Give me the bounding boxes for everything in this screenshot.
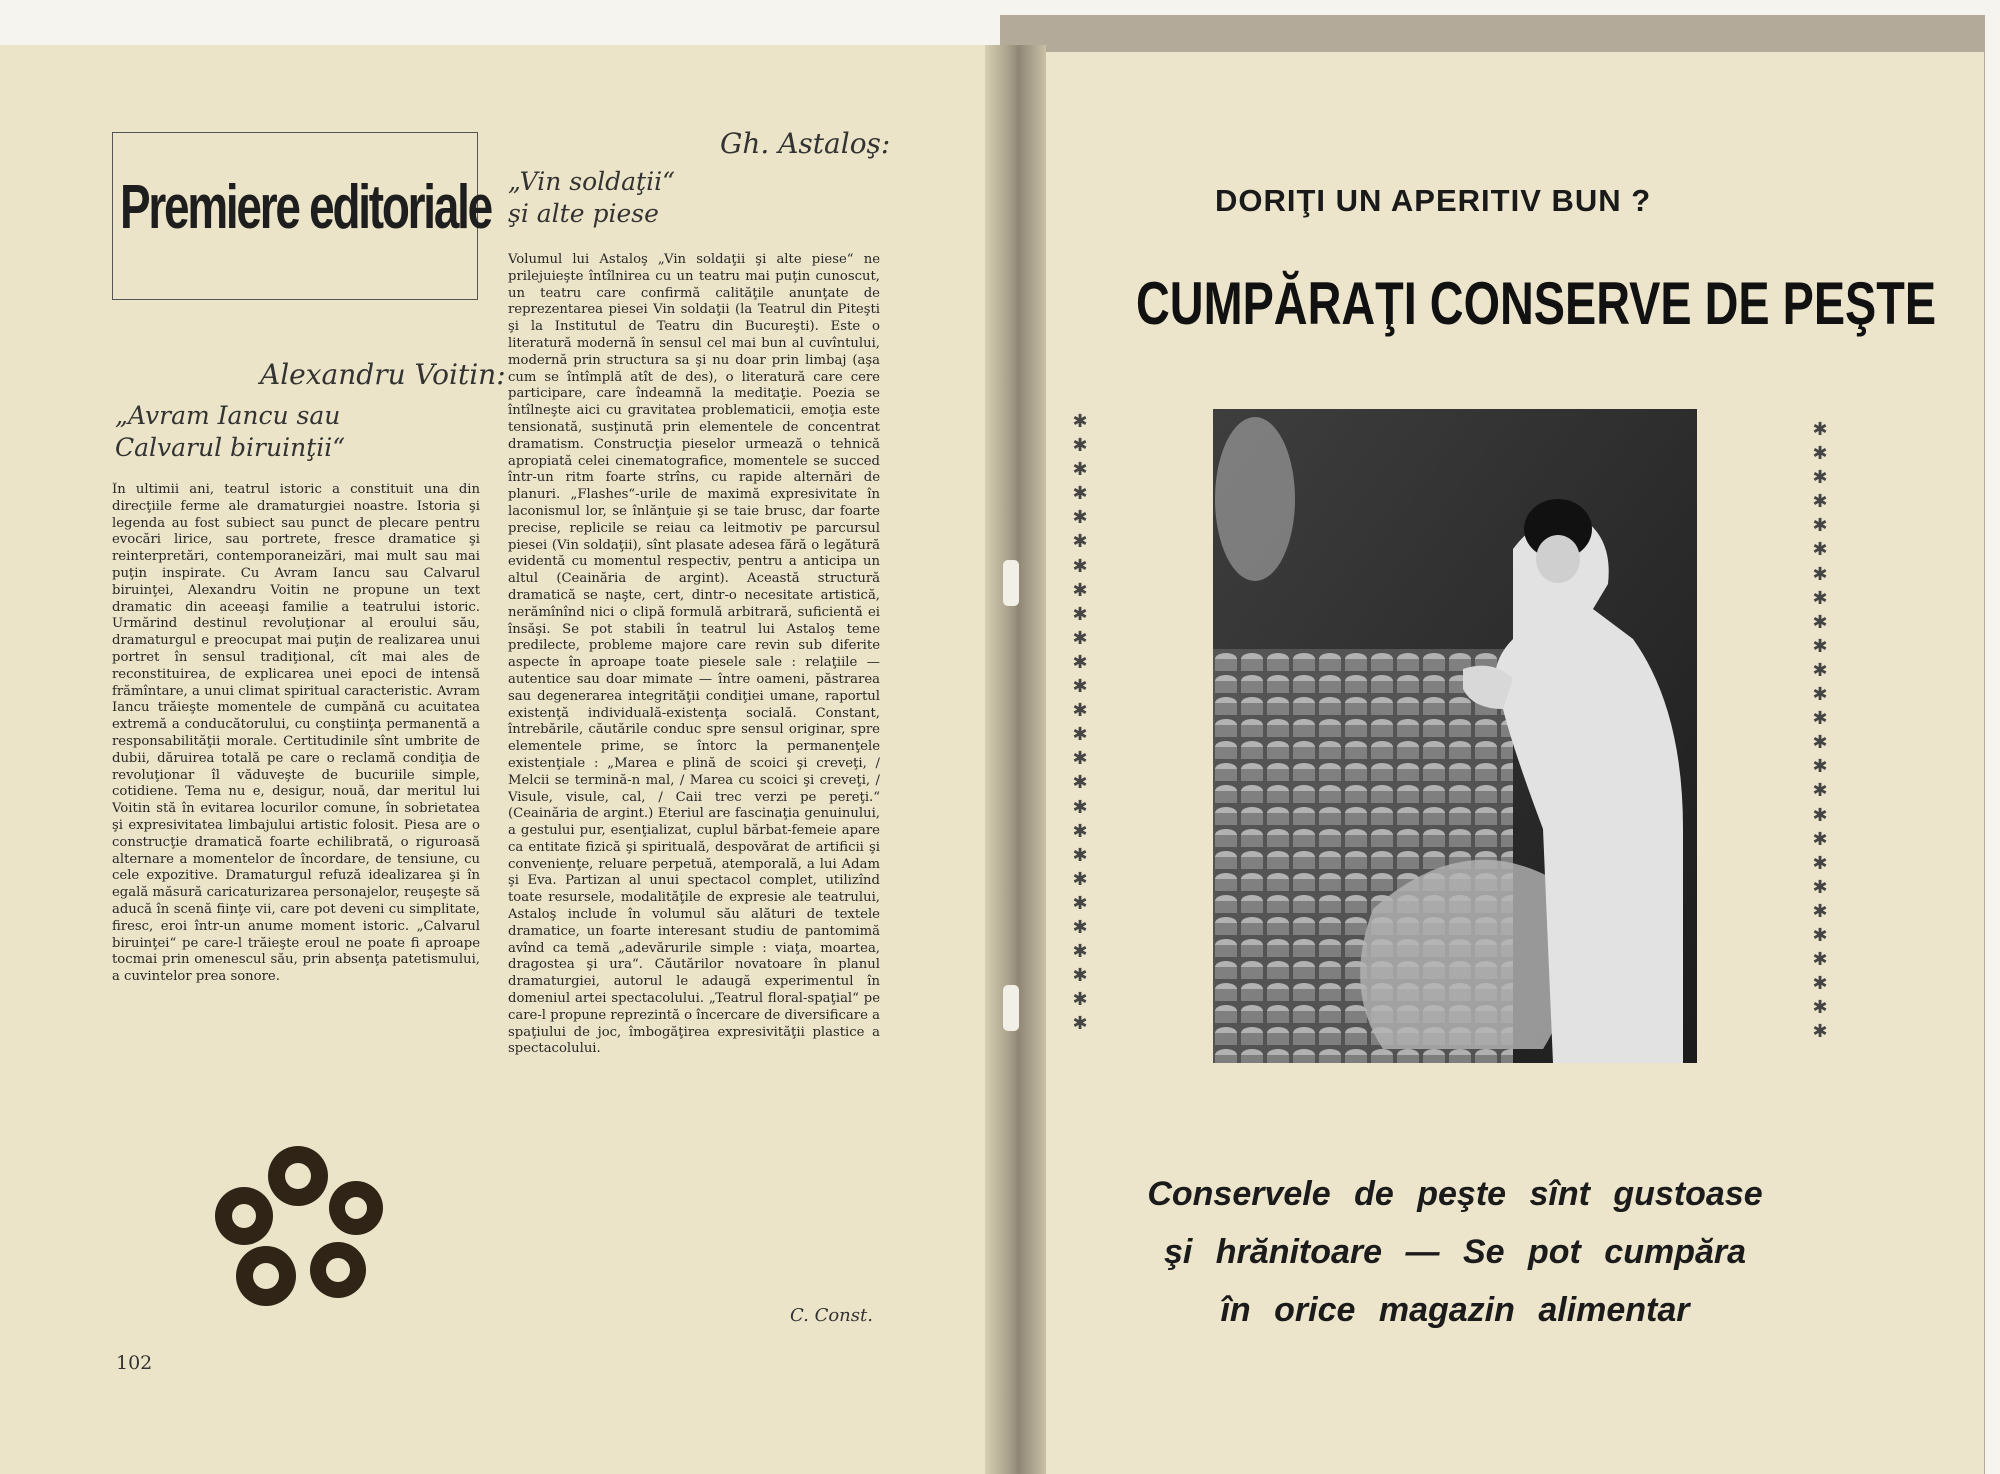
binding-hole — [1003, 560, 1019, 606]
section-title: Premiere editoriale — [120, 173, 491, 242]
ad-tagline — [1130, 1165, 1780, 1339]
article1-title-line2: Calvarul biruinţii“ — [115, 433, 346, 462]
flower-ornament-icon — [210, 1140, 390, 1310]
signature: C. Const. — [790, 1305, 873, 1326]
binding-hole — [1003, 985, 1019, 1031]
article1-title-line1: „Avram Iancu sau — [115, 401, 341, 430]
article2-body: Volumul lui Astaloş „Vin soldaţii şi alte piese“ ne prilejuieşte întîlnirea cu un teatru mai puţin cunoscut, un teatru care confirmă calităţile anunţate de reprezentarea piesei Vin soldaţii (la Teatrul din Piteşti şi la Institutul de Teatru din Bucureşti). Este o literatură modernă în sensul cel mai bun al cuvîntului, modernă prin structura sa şi nu doar prin limbaj (aşa cum se întîmplă atît de des), o literatură care cere participare, care îndeamnă la meditaţie. Poezia se întîlneşte aici cu gravitatea problematicii, emoţia este tensionată, susţinută prin elementele de concentrat dramatism. Construcţia pieselor urmează o tehnică apropiată celei cinematografice, momentele se succed într-un ritm foarte strîns, cu rapide alternări de planuri. „Flashes“-urile de maximă expresivitate în laconismul lor, se înlănţuie şi se taie brusc, dar foarte precise, replicile se reiau ca leitmotiv pe parcursul piesei (Vin soldaţii), sînt plasate adesea fără o legătură evidentă cu momentul respectiv, pentru a anticipa un altul (Ceainăria de argint). Această structură dramatică se naşte, cert, dintr-o necesitate artistică, nerămînînd nici o clipă formulă arbitrară, suficientă ei însăşi. Se pot stabili în teatrul lui Astaloş teme predilecte, probleme majore care revin sub diferite aspecte în aproape toate piesele sale : relaţiile — autentice sau doar mimate — între oameni, păstrarea sau degenerarea integrităţii condiţiei umane, raportul existenţă individuală-existenţa socială. Constant, întrebările, căutările conduc spre sensul originar, spre elementele prime, se întorc la permanenţele existenţiale : „Marea e plină de scoici şi creveţi, / Melcii se termină-n mal, / Marea cu scoici şi creveţi, / Visule, visule, cal, / Caii trec verzi pe pereţi.“ (Ceainăria de argint.) Eteriul are fascinaţia genuinului, a gestului pur, esenţializat, cuplul bărbat-femeie apare ca entitate fizică şi spirituală, despovărat de artificii şi convenienţe, reluare perpetuă, atemporală, a lui Adam şi Eva. Partizan al unui spectacol complet, utilizînd toate resursele, modalităţile de expresie ale teatrului, Astaloş include în volumul său alături de textele dramatice, un foarte interesant studiu de pantomimă avînd ca temă „adevărurile simple : viaţa, moartea, dragostea şi ura“. Căutărilor novatoare în planul dramaturgiei, autorul le adaugă experimentul în domeniul artei spectacolului. „Teatrul floral-spaţial“ pe care-l propune reprezintă o încercare de diversificare a spaţiului de joc, îmbogăţirea expresivităţii plastice a spectacolului. — [508, 252, 880, 1057]
ad-tagline-line1: Conservele de peşte sînt gustoase — [1147, 1175, 1763, 1213]
article1-body: În ultimii ani, teatrul istoric a constituit una din direcţiile ferme ale dramaturgiei noastre. Istoria şi legenda au fost subiect sau punct de plecare pentru evocări lirice, sau portrete, fresce dramatice şi reinterpretări, contemporaneizări, mai mult sau mai puţin inspirate. Cu Avram Iancu sau Calvarul biruinţei, Alexandru Voitin ne propune un text dramatic din aceeaşi familie a teatrului istoric. Urmărind destinul revoluţionar al eroului său, dramaturgul e preocupat mai puţin de realizarea unui portret în sensul tradiţional, cît mai ales de reconstituirea, de explicarea unei epoci de intensă frămîntare, a unui climat spiritual caracteristic. Avram Iancu trăieşte momentele de cumpănă cu acuitatea extremă a conducătorului, cu conştiinţa permanentă a responsabilităţii morale. Certitudinile sînt umbrite de dubii, dăruirea totală pe care o reclamă condiţia de revoluţionar îl văduveşte de bucuriile simple, cotidiene. Tema nu e, desigur, nouă, dar meritul lui Voitin stă în evitarea locurilor comune, în sobrietatea şi expresivitatea limbajului artistic folosit. Piesa are o construcţie dramatică foarte echilibrată, o riguroasă alternare a momentelor de încordare, de tensiune, cu cele expozitive. Dramaturgul refuză idealizarea şi în egală măsură caricaturizarea personajelor, reuşeşte să aducă în scenă fiinţe vii, care pot deveni cu simplitate, firesc, eroi într-un anume moment istoric. „Calvarul biruinţei“ pe care-l trăieşte eroul ne poate fi aproape tocmai prin omenescul său, prin absenţa patetismului, a cuvintelor prea sonore. — [112, 482, 480, 985]
ad-headline-main: CUMPĂRAŢI CONSERVE DE PEŞTE — [1136, 270, 1937, 337]
ad-tagline-line3: în orice magazin alimentar — [1220, 1291, 1690, 1329]
ad-headline-question: DORIŢI UN APERITIV BUN ? — [1215, 183, 1652, 218]
star-border-left: ✱ ✱ ✱ ✱ ✱ ✱ ✱ ✱ ✱ ✱ ✱ ✱ ✱ ✱ ✱ ✱ ✱ ✱ ✱ ✱ ✱ ✱ ✱ ✱ ✱ ✱ — [1072, 411, 1088, 1035]
article1-author: Alexandru Voitin: — [260, 358, 506, 391]
ad-photo — [1213, 409, 1697, 1063]
star-border-right: ✱ ✱ ✱ ✱ ✱ ✱ ✱ ✱ ✱ ✱ ✱ ✱ ✱ ✱ ✱ ✱ ✱ ✱ ✱ ✱ ✱ ✱ ✱ ✱ ✱ ✱ — [1812, 419, 1828, 1043]
article2-title-line2: şi alte piese — [508, 199, 659, 228]
page-number: 102 — [116, 1352, 153, 1374]
article2-title-line1: „Vin soldaţii“ — [508, 167, 675, 196]
book-gutter — [985, 45, 1046, 1474]
article2-author: Gh. Astaloş: — [720, 127, 891, 160]
ad-tagline-line2: şi hrănitoare — Se pot cumpăra — [1163, 1233, 1747, 1271]
article2-title — [508, 166, 675, 230]
article1-title — [115, 400, 345, 464]
